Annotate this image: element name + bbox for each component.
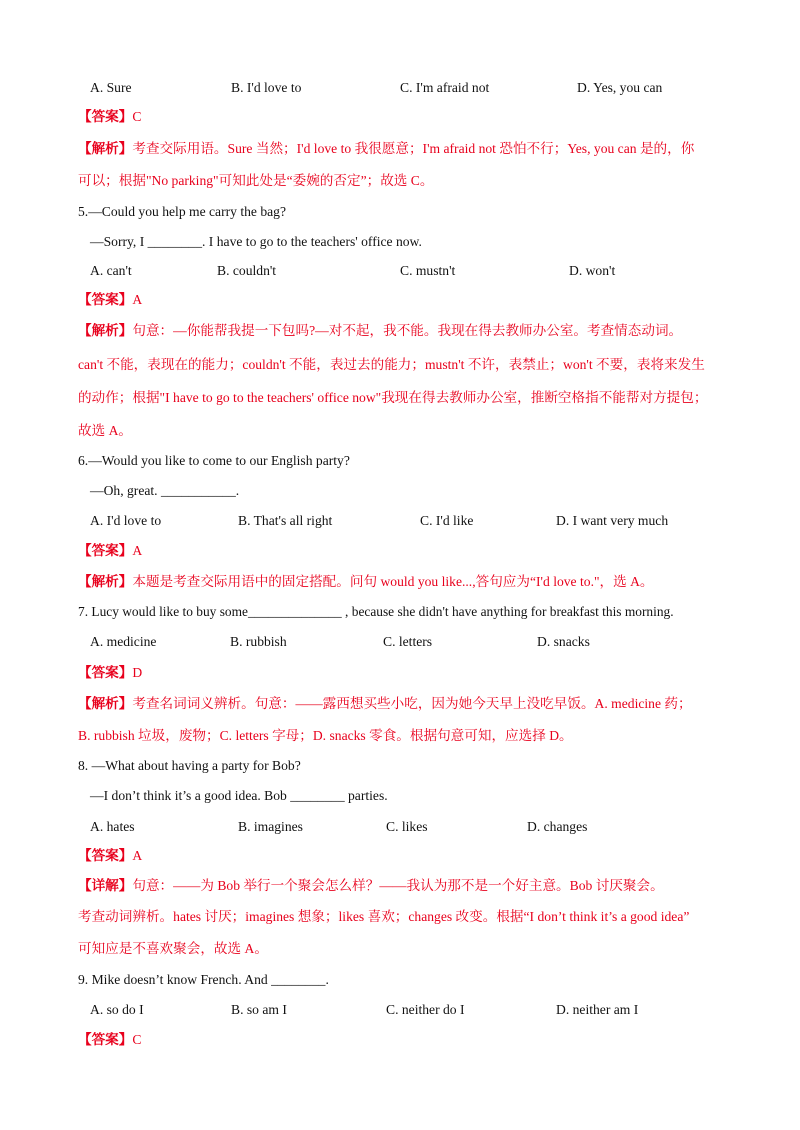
q5-option-d: D. won't xyxy=(569,263,616,278)
q5-analysis-line-4: 故选 A。 xyxy=(78,423,132,438)
q4-analysis-line-1: 【解析】考查交际用语。Sure 当然；I'd love to 我很愿意；I'm afraid not 恐怕不行；Yes, you can 是的，你 xyxy=(78,141,695,156)
q5-stem-reply: —Sorry, I ________. I have to go to the teachers' office now. xyxy=(90,234,422,249)
answer-label: 【答案】 xyxy=(78,292,133,307)
q5-analysis-line-2: can't 不能，表现在的能力；couldn't 不能，表过去的能力；mustn't 不许，表禁止；won't 不要，表将来发生 xyxy=(78,357,705,372)
answer-label: 【答案】 xyxy=(78,109,133,124)
answer-value: A xyxy=(132,543,143,558)
q7-analysis-line-2: B. rubbish 垃圾，废物；C. letters 字母；D. snacks 零食。根据句意可知，应选择 D。 xyxy=(78,728,573,743)
q6-option-c: C. I'd like xyxy=(420,513,474,528)
analysis-label: 【解析】 xyxy=(78,574,133,589)
q8-option-c: C. likes xyxy=(386,819,428,834)
q8-option-a: A. hates xyxy=(90,819,135,834)
q9-option-d: D. neither am I xyxy=(556,1002,639,1017)
q6-option-a: A. I'd love to xyxy=(90,513,162,528)
q7-analysis-line-1: 【解析】考查名词词义辨析。句意：——露西想买些小吃，因为她今天早上没吃早饭。A. medicine 药； xyxy=(78,696,692,711)
answer-value: A xyxy=(132,292,143,307)
q9-stem: 9. Mike doesn’t know French. And ________. xyxy=(78,972,329,987)
q7-answer xyxy=(78,664,728,682)
q6-analysis-line-1: 【解析】本题是考查交际用语中的固定搭配。问句 would you like...,答句应为“I'd love to."，选 A。 xyxy=(78,574,654,589)
q6-answer xyxy=(78,542,728,560)
q9-option-b: B. so am I xyxy=(231,1002,287,1017)
q7-stem: 7. Lucy would like to buy some______________ , because she didn't have anything for breakfast this morning. xyxy=(78,604,674,619)
q4-option-a: A. Sure xyxy=(90,80,132,95)
analysis-label: 【详解】 xyxy=(78,878,133,893)
q9-option-a: A. so do I xyxy=(90,1002,144,1017)
analysis-label: 【解析】 xyxy=(78,696,133,711)
answer-label: 【答案】 xyxy=(78,543,133,558)
q8-stem-reply: —I don’t think it’s a good idea. Bob ________ parties. xyxy=(90,788,388,803)
answer-label: 【答案】 xyxy=(78,1032,133,1047)
q8-stem: 8. —What about having a party for Bob? xyxy=(78,758,301,773)
answer-label: 【答案】 xyxy=(78,848,133,863)
q8-answer xyxy=(78,847,728,865)
analysis-label: 【解析】 xyxy=(78,141,133,156)
q4-option-b: B. I'd love to xyxy=(231,80,302,95)
q6-option-b: B. That's all right xyxy=(238,513,333,528)
q8-option-d: D. changes xyxy=(527,819,588,834)
q8-analysis-line-3: 可知应是不喜欢聚会，故选 A。 xyxy=(78,941,268,956)
q9-option-c: C. neither do I xyxy=(386,1002,465,1017)
answer-label: 【答案】 xyxy=(78,665,133,680)
q4-analysis-line-2: 可以；根据"No parking"可知此处是“委婉的否定”；故选 C。 xyxy=(78,173,434,188)
q5-analysis-line-3: 的动作；根据"I have to go to the teachers' office now"我现在得去教师办公室，推断空格指不能帮对方提包； xyxy=(78,390,708,405)
q7-option-d: D. snacks xyxy=(537,634,590,649)
q8-analysis-line-1: 【详解】句意：——为 Bob 举行一个聚会怎么样？——我认为那不是一个好主意。Bob 讨厌聚会。 xyxy=(78,878,664,893)
q6-stem: 6.—Would you like to come to our English party? xyxy=(78,453,350,468)
q8-analysis-line-2: 考查动词辨析。hates 讨厌；imagines 想象；likes 喜欢；changes 改变。根据“I don’t think it’s a good idea” xyxy=(78,909,690,924)
q4-answer xyxy=(78,108,728,126)
q6-option-d: D. I want very much xyxy=(556,513,669,528)
q8-option-b: B. imagines xyxy=(238,819,303,834)
answer-value: D xyxy=(132,665,143,680)
q5-option-b: B. couldn't xyxy=(217,263,277,278)
q5-option-a: A. can't xyxy=(90,263,132,278)
answer-value: A xyxy=(132,848,143,863)
q4-option-c: C. I'm afraid not xyxy=(400,80,490,95)
q9-answer xyxy=(78,1031,728,1049)
q5-option-c: C. mustn't xyxy=(400,263,456,278)
analysis-label: 【解析】 xyxy=(78,323,133,338)
q4-option-d: D. Yes, you can xyxy=(577,80,663,95)
answer-value: C xyxy=(132,1032,142,1047)
q7-option-b: B. rubbish xyxy=(230,634,287,649)
q5-analysis-line-1: 【解析】句意：—你能帮我提一下包吗?—对不起，我不能。我现在得去教师办公室。考查情态动词。 xyxy=(78,323,683,338)
q6-stem-reply: —Oh, great. ___________. xyxy=(90,483,240,498)
q7-option-c: C. letters xyxy=(383,634,433,649)
q5-stem: 5.—Could you help me carry the bag? xyxy=(78,204,287,219)
q7-option-a: A. medicine xyxy=(90,634,157,649)
q5-answer xyxy=(78,291,728,309)
answer-value: C xyxy=(132,109,142,124)
